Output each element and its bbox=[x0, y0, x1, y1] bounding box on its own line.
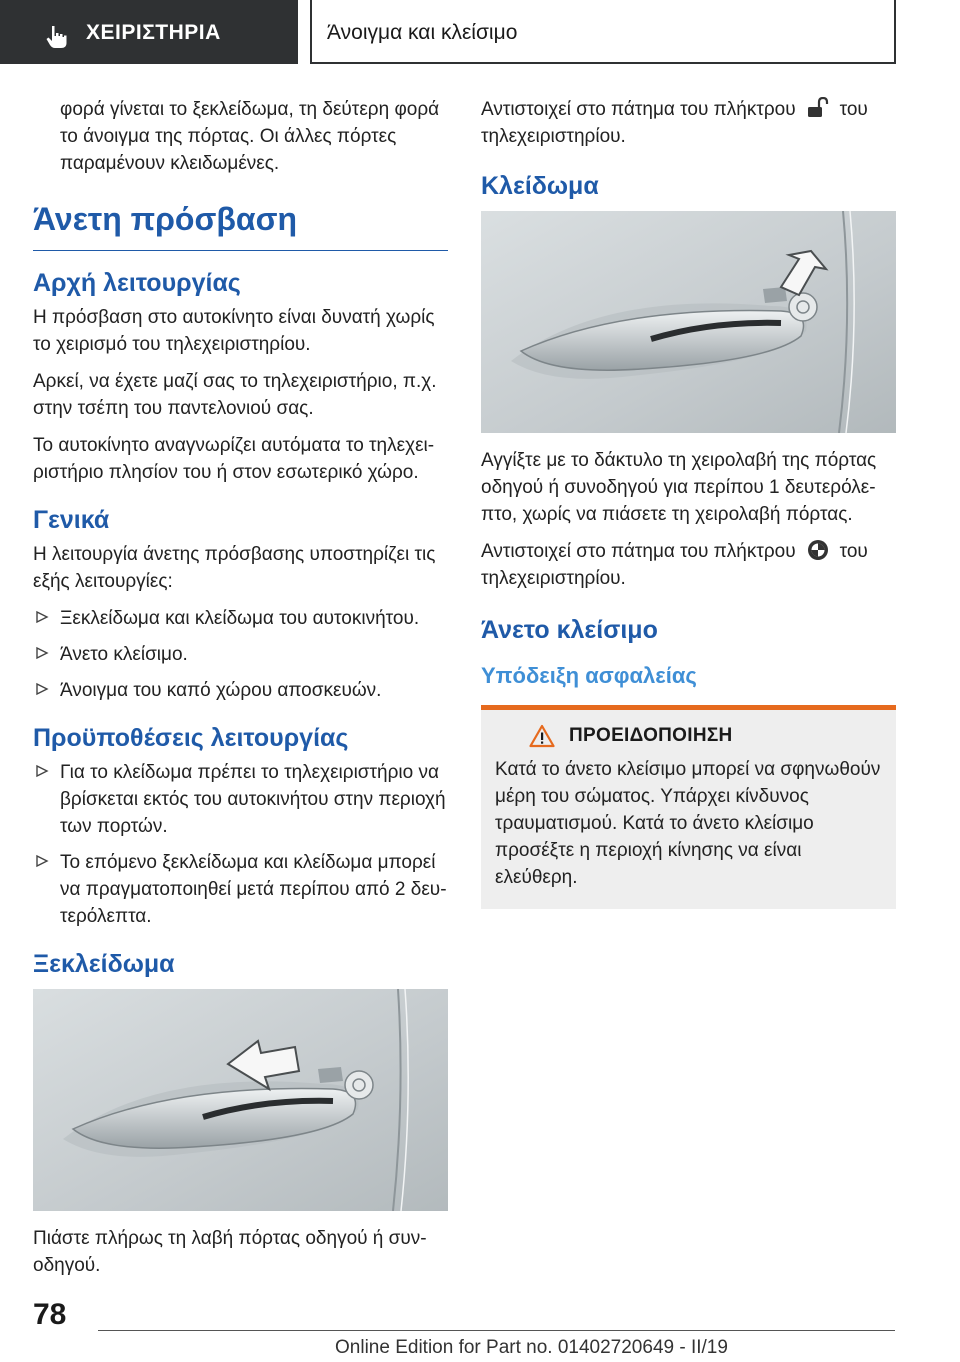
principle-paragraph-3: Το αυτοκίνητο αναγνωρίζει αυτόματα το τηλεχειριστήριο πλησίον του ή στον εσωτερικό χώρο. bbox=[33, 435, 435, 483]
triangle-bullet-icon bbox=[35, 646, 49, 660]
door-handle-touch-illustration bbox=[481, 211, 896, 433]
warning-title: ΠΡΟΕΙΔΟΠΟΙΗΣΗ bbox=[529, 724, 882, 748]
lock-paragraph: Αγγίξτε με το δάκτυλο τη χειρολαβή της πόρτας οδηγού ή συνοδηγού για περίπου 1 δευτερόλεπτο, χωρίς να πιάσετε τη χειρολαβή πόρτας. bbox=[481, 450, 877, 525]
list-item: Για το κλείδωμα πρέπει το τηλεχειριστήριο να βρίσκεται εκτός του αυτοκινήτου στην περιοχή των πορτών. bbox=[33, 759, 448, 840]
manual-tab[interactable] bbox=[0, 0, 298, 64]
list-item: Ξεκλείδωμα και κλείδωμα του αυτοκινήτου. bbox=[33, 605, 448, 632]
unlock-paragraph: Πιάστε πλήρως τη λαβή πόρτας οδηγού ή συνοδηγού. bbox=[33, 1228, 427, 1276]
general-paragraph: Η λειτουργία άνετης πρόσβασης υποστηρίζει τις εξής λειτουργίες: bbox=[33, 544, 436, 592]
warning-box bbox=[481, 705, 896, 909]
list-item: Άνετο κλείσιμο. bbox=[33, 641, 448, 668]
general-list bbox=[33, 605, 448, 704]
footer-divider bbox=[98, 1330, 895, 1331]
section-tab-label: Άνοιγμα και κλείσιμο bbox=[327, 21, 518, 44]
intro-paragraph: φορά γίνεται το ξεκλείδωμα, τη δεύτερη φορά το άνοιγμα της πόρτας. Οι άλλες πόρτες παραμένουν κλειδωμένες. bbox=[60, 99, 440, 174]
heading-general: Γενικά bbox=[33, 506, 110, 534]
bmw-logo-key-icon bbox=[804, 539, 832, 561]
heading-comfort-close: Άνετο κλείσιμο bbox=[481, 616, 658, 644]
triangle-bullet-icon bbox=[35, 854, 49, 868]
triangle-bullet-icon bbox=[35, 610, 49, 624]
warning-text: Κατά το άνετο κλείσιμο μπορεί να σφηνωθούν μέρη του σώματος. Υπάρχει κίνδυνος τραυματισμού. Κατά το άνετο κλείσιμο προσέξτε η περιοχή κίνησης να είναι ελεύθερη. bbox=[495, 759, 881, 888]
lock-key-paragraph: Αντιστοιχεί στο πάτημα του πλήκτρου του τηλεχειριστηρίου. bbox=[481, 541, 868, 589]
prerequisites-list bbox=[33, 759, 448, 930]
door-handle-grip-illustration bbox=[33, 989, 448, 1211]
principle-paragraph-2: Αρκεί, να έχετε μαζί σας το τηλεχειριστήριο, π.χ. στην τσέπη του παντελονιού σας. bbox=[33, 371, 437, 419]
left-column bbox=[33, 96, 448, 1289]
heading-safety-note: Υπόδειξη ασφαλείας bbox=[481, 663, 697, 688]
warning-triangle-icon bbox=[529, 724, 555, 748]
right-column bbox=[481, 96, 896, 909]
list-item: Άνοιγμα του καπό χώρου αποσκευών. bbox=[33, 677, 448, 704]
heading-prerequisites: Προϋποθέσεις λειτουργίας bbox=[33, 724, 349, 752]
heading-comfort-access: Άνετη πρόσβαση bbox=[33, 201, 448, 251]
heading-principle: Αρχή λειτουργίας bbox=[33, 269, 241, 297]
manual-tab-label: ΧΕΙΡΙΣΤΗΡΙΑ bbox=[86, 21, 221, 44]
list-item: Το επόμενο ξεκλείδωμα και κλείδωμα μπορεί να πραγματοποιηθεί μετά περίπου από 2 δευτερόλεπτα. bbox=[33, 849, 448, 930]
principle-paragraph-1: Η πρόσβαση στο αυτοκίνητο είναι δυνατή χωρίς το χειρισμό του τηλεχειριστηρίου. bbox=[33, 307, 435, 355]
hand-pointer-icon bbox=[44, 24, 70, 50]
unlock-key-paragraph: Αντιστοιχεί στο πάτημα του πλήκτρου του τηλεχειριστηρίου. bbox=[481, 99, 868, 147]
heading-unlock: Ξεκλείδωμα bbox=[33, 950, 175, 978]
page-header bbox=[0, 0, 960, 70]
edition-footer: Online Edition for Part no. 01402720649 - II/19 bbox=[335, 1337, 728, 1358]
section-tab[interactable] bbox=[310, 0, 896, 64]
triangle-bullet-icon bbox=[35, 764, 49, 778]
triangle-bullet-icon bbox=[35, 682, 49, 696]
page-number: 78 bbox=[33, 1298, 67, 1331]
unlock-key-icon bbox=[804, 97, 832, 119]
heading-lock: Κλείδωμα bbox=[481, 172, 599, 200]
